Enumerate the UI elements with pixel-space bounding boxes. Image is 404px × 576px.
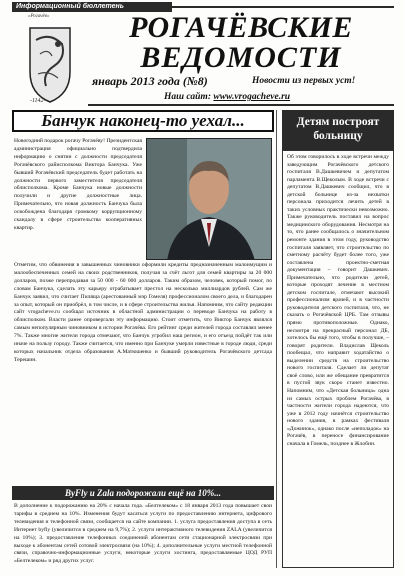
crest-caption: «Рогачёв» bbox=[28, 14, 50, 19]
article1-paragraph1: Новогодний подарок рогачу Рогачёву! Президентская администрация официально подтвердила информацию о снятии с должности председателя Рогачёвского райисполкома Виктора Банчука. Уже бывший Рогачёвский председатель будет работать на должности первого заместителя председателя облисполкома. Кроме Банчука новые должности получили и другие должностные лица. Примечательно, что новая должность Банчука была освобождена благодаря громкому коррупционному скандалу в сфере строительства кооперативных квартир. bbox=[14, 138, 142, 231]
site-line bbox=[164, 92, 290, 102]
city-crest-icon bbox=[22, 14, 78, 106]
masthead-title-line2: ВЕДОМОСТИ bbox=[140, 41, 342, 74]
issue-date: январь 2013 года (№8) bbox=[92, 74, 208, 88]
masthead-rule bbox=[88, 104, 394, 106]
site-link[interactable]: www.vrogacheve.ru bbox=[213, 92, 291, 102]
bulletin-label: Информационный бюллетень bbox=[12, 2, 172, 12]
article2-headline: ByFly и Zala подорожали ещё на 10%... bbox=[12, 486, 274, 500]
slogan: Новости из первых уст! bbox=[252, 76, 356, 86]
site-label: Наш сайт: bbox=[164, 92, 211, 102]
article3-body: Об этом говорилось в ходе встречи между заведующим Рогачёвского детского госпиталя В.Дашкевичем и депутатом парламента В.Щеколым. В ходе встречи с депутатом В.Дашкевич сообщил, что в детской больнице из-за нехватки персонала приходится лечить детей в таких условных практически невозможно. Также руководитель поставил на вопрос медицинского оборудования. Несмотря на то, что ранее сообщалось о значительном ремонте здания в этом году, руководство госпиталя заявляет, что строительство по сметному расчёту будет более того, уже составлена проектно-сметная документация – говорит Дашкевич. Примечательно, что родители детей, которые проходят лечение в местном детском госпитале, отмечают высокий профессионализм врачей, и в частности руководителя детского госпиталя, что, не сказать о Рогачёвской ЦРБ. Там отзывы прямо противоположные. Однако, несмотря на прекрасный персонал ДБ, хотелось бы ещё того, чтобы в получше, – говорят родители. Владислав Щеколь пообещал, что направит ходатайство о выделении средств на строительство нового госпиталя. Сделает ли депутат своё слово, или же обещание превратится в пустой звук скоро станет известно. Напомним, что «Детская больница» одна из самых острых проблем Рогачёва, в частности жители города надеются, что уже в 2012 году начнётся строительство нового здания, в рамках фестиваля «Дожинок», однако после «неполадок» на Рогачёв, в переносе финансирование сначала в Гомель, позднее в Жлобин. bbox=[287, 154, 389, 447]
crest-number: -1142- bbox=[30, 98, 46, 104]
column-divider bbox=[276, 110, 277, 568]
article2-body: В дополнение к подорожанию на 20% с начала года. «Белтелеком» с 18 января 2013 года повышает свои тарифы в среднем на 10%. Изменения будут касаться услуги по предоставлению интернета, цифрового телевидения и телефонной связи, сообщается на сайте компании. 1. услуга предоставления доступа в сеть Интернет byfly (увеличится в среднем на 9,7%); 2. услуги интерактивного телевидения ZALA (увеличится на 10%); 3. предоставление телефонных соединений абонентам сети стационарной электросвязи при выходе к абонентам сетей сотовой электросвязи (на 10%); 4. дополнительные услуги местной телефонной связи, справочно-информационные услуги, некоторые услуги хостинга, предоставляемые ЦОД РУП «Белтелеком» и ряд других услуг. bbox=[14, 503, 272, 565]
article1-photo bbox=[146, 138, 272, 260]
article3-headline: Детям построят больницу bbox=[282, 110, 394, 150]
masthead-title-line1: РОГАЧЁВСКИЕ bbox=[129, 11, 353, 44]
article1-headline: Банчук наконец-то уехал... bbox=[12, 110, 274, 132]
article1-paragraph2: Отметим, что обвинения в завышенных чиновники оформили кредиты предназначенным малоимущим и малообеспеченных семей на своих родственников, получая за счёт льгот для семей квартиры за 20 000 долларов, позже перепродавая за 50 000 - 60 000 долларов. Таким образом, человек, который помог, по словам Банчука, сделать эту карьеру отрабатывает престол на несколько миллиардов рублей. Сам же Банчук заявил, что считает Пиляща (арестованный мэр Гомеля) профессионалом своего дела, и благодарен за опыт, который он приобрёл, в том числе, и в сфере строительства жилья. Напомним, что сайту редакции сайт vrogacheve.ru сообщал источник в областной администрации о переводе Банчука на работу в облисполком. Власти ранее опровергали эту информацию. Стоит отметить, что Виктор Банчук являлся самым непопулярным чиновником в истории Рогачёва. Его рейтинг среди жителей города составлял менее 7%. Также многие жители города отмечают, что Банчук угробил наш регион, и его отъезд пойдёт так или иначе на пользу городу. Также считается, что именно при Банчуке умерли известные в городе люди, среди которых начальник отдела образования А.Матюшенко и бывший руководитель Рогачёвского детсада Терешин. bbox=[14, 262, 272, 363]
article3-box bbox=[282, 150, 394, 568]
top-rule bbox=[172, 6, 394, 8]
